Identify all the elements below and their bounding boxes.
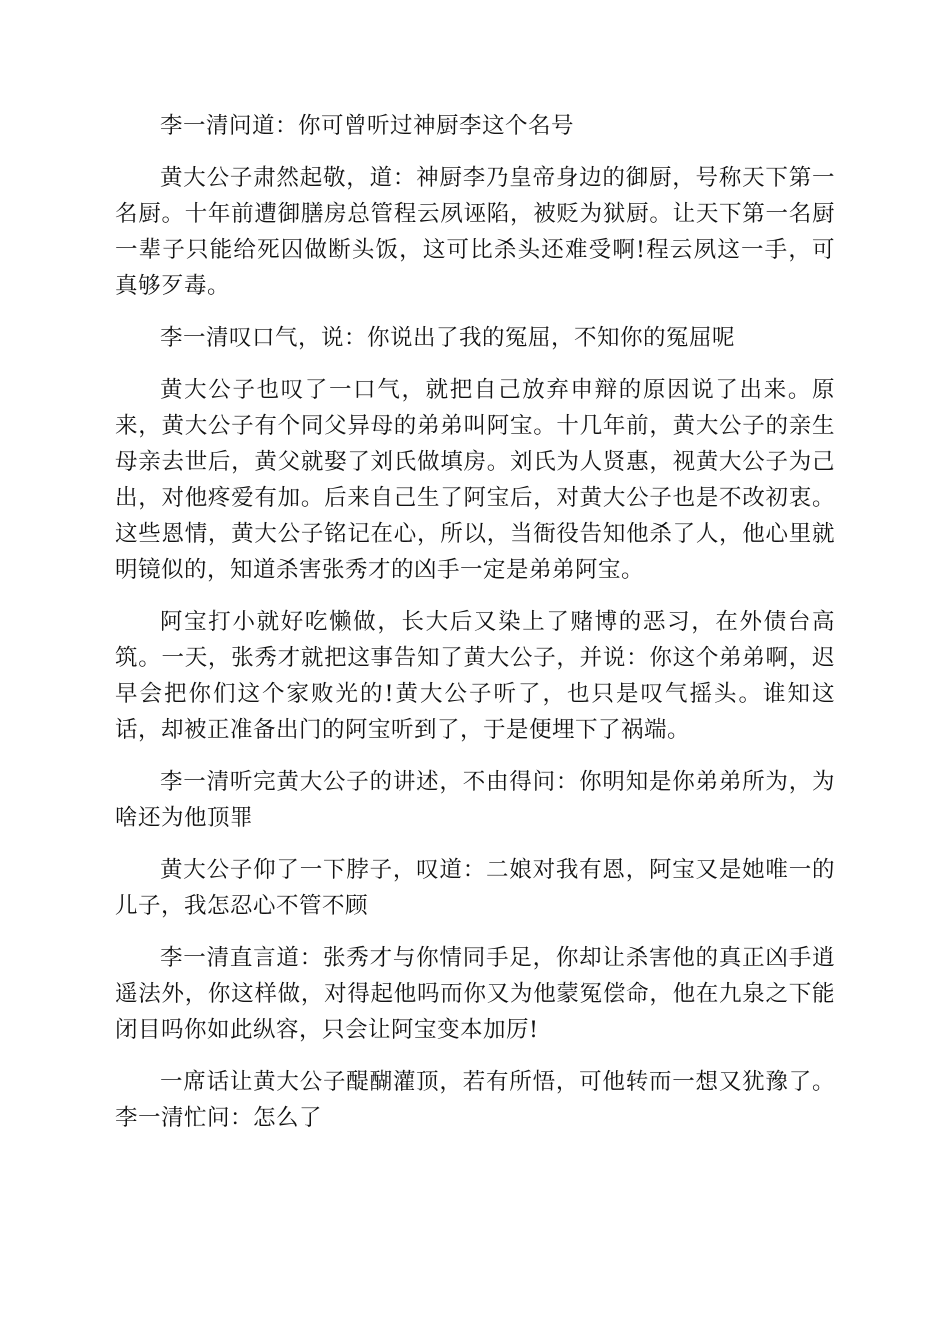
paragraph-5: 阿宝打小就好吃懒做，长大后又染上了赌博的恶习，在外债台高筑。一天，张秀才就把这事告知了黄大公子，并说：你这个弟弟啊，迟早会把你们这个家败光的!黄大公子听了，也只是叹气摇头。谁知这话，却被正准备出门的阿宝听到了，于是便埋下了祸端。 (115, 609, 835, 743)
paragraph-4: 黄大公子也叹了一口气，就把自己放弃申辩的原因说了出来。原来，黄大公子有个同父异母的弟弟叫阿宝。十几年前，黄大公子的亲生母亲去世后，黄父就娶了刘氏做填房。刘氏为人贤惠，视黄大公子为己出，对他疼爱有加。后来自己生了阿宝后，对黄大公子也是不改初衷。这些恩情，黄大公子铭记在心，所以，当衙役告知他杀了人，他心里就明镜似的，知道杀害张秀才的凶手一定是弟弟阿宝。 (115, 377, 835, 583)
paragraph-6: 李一清听完黄大公子的讲述，不由得问：你明知是你弟弟所为，为啥还为他顶罪 (115, 769, 835, 831)
paragraph-3: 李一清叹口气，说：你说出了我的冤屈，不知你的冤屈呢 (160, 325, 736, 351)
paragraph-8: 李一清直言道：张秀才与你情同手足，你却让杀害他的真正凶手逍遥法外，你这样做，对得起他吗而你又为他蒙冤偿命，他在九泉之下能闭目吗你如此纵容，只会让阿宝变本加厉! (115, 945, 835, 1043)
paragraph-7: 黄大公子仰了一下脖子，叹道：二娘对我有恩，阿宝又是她唯一的儿子，我怎忍心不管不顾 (115, 857, 835, 919)
paragraph-2: 黄大公子肃然起敬，道：神厨李乃皇帝身边的御厨，号称天下第一名厨。十年前遭御膳房总管程云夙诬陷，被贬为狱厨。让天下第一名厨一辈子只能给死囚做断头饭，这可比杀头还难受啊!程云夙这一手，可真够歹毒。 (115, 165, 835, 299)
paragraph-9: 一席话让黄大公子醍醐灌顶，若有所悟，可他转而一想又犹豫了。李一清忙问：怎么了 (115, 1069, 835, 1131)
document-body (115, 108, 835, 1152)
paragraph-1: 李一清问道：你可曾听过神厨李这个名号 (160, 113, 575, 139)
